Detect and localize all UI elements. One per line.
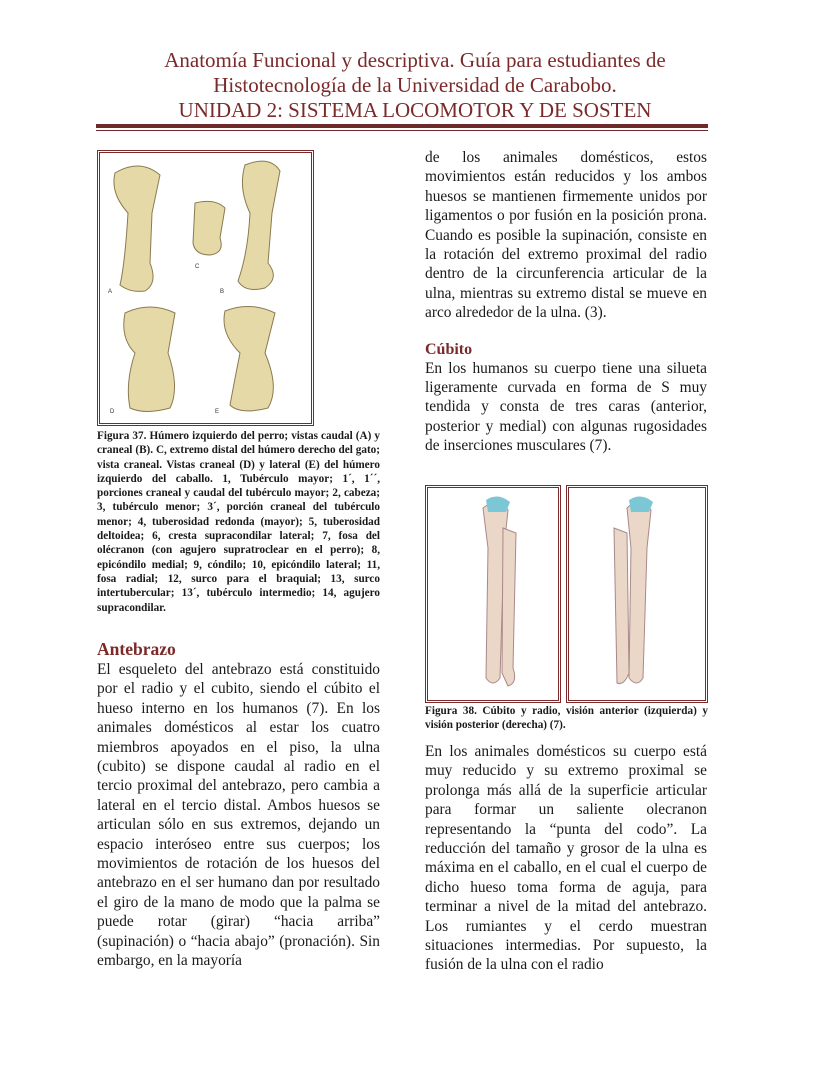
header-line-1: Anatomía Funcional y descriptiva. Guía para estudiantes de — [164, 48, 666, 72]
header-rule-thin — [96, 130, 708, 131]
figure-37-caption: Figura 37. Húmero izquierdo del perro; vistas caudal (A) y craneal (B). C, extremo distal del húmero derecho del gato; vista craneal. Vistas craneal (D) y lateral (E) del húmero izquierdo del caballo. 1, Tubérculo mayor; 1´, 1´´, porciones craneal y caudal del tubérculo mayor; 2, cabeza; 3, tubérculo menor; 3´, porción craneal del tubérculo menor; 4, tuberosidad redonda (mayor); 5, tuberosidad deltoidea; 6, cresta supracondilar lateral; 7, fosa del olécranon (con agujero supratroclear en el perro); 8, epicóndilo medial; 9, cóndilo; 10, epicóndilo lateral; 11, fosa radial; 12, surco para el braquial; 13, surco intertubercular; 13´, tubérculo intermedio; 14, agujero supracondilar. — [97, 430, 380, 614]
antebrazo-paragraph: El esqueleto del antebrazo está constituido por el radio y el cubito, siendo el cúbito el hueso interno en los humanos (7). En los animales domésticos al estar los cuatro miembros apoyados en el piso, la ulna (cubito) se dispone caudal al radio en el tercio proximal del antebrazo, pero cambia a lateral en el tercio distal. Ambos huesos se articulan sólo en sus extremos, dejando un espacio interóseo entre sus cuerpos; los movimientos de rotación de los huesos del antebrazo en el ser humano dan por resultado el giro de la mano de modo que la palma se puede rotar (girar) “hacia arriba” (supinación) o “hacia abajo” (pronación). Sin embargo, en la mayoría — [97, 661, 380, 970]
svg-text:C: C — [195, 264, 200, 270]
header-line-3: UNIDAD 2: SISTEMA LOCOMOTOR Y DE SOSTEN — [178, 98, 652, 122]
header-line-2: Histotecnología de la Universidad de Carabobo. — [213, 73, 617, 97]
svg-text:E: E — [215, 409, 220, 415]
figure-38-caption: Figura 38. Cúbito y radio, visión anterior (izquierda) y visión posterior (derecha) (7). — [425, 705, 708, 732]
figure-37-humerus-image — [97, 150, 314, 426]
cubito-paragraph: En los humanos su cuerpo tiene una silueta ligeramente curvada en forma de S muy tendida y consta de tres caras (anterior, posterior y medial) con algunas rugosidades de inserciones musculares (7). — [425, 359, 707, 455]
figure-38-anterior-image — [425, 485, 561, 703]
page-header — [90, 48, 740, 123]
figure-38-posterior-image — [566, 485, 708, 703]
section-title-antebrazo: Antebrazo — [97, 639, 176, 659]
section-title-cubito: Cúbito — [425, 340, 473, 358]
svg-text:B: B — [220, 289, 225, 295]
final-paragraph: En los animales domésticos su cuerpo está muy reducido y su extremo proximal se prolonga más allá de la superficie articular para formar un saliente olecranon representando la “punta del codo”. La reducción del tamaño y grosor de la ulna es máxima en el caballo, en el cual el cuerpo de dicho hueso toma forma de aguja, para terminar a nivel de la mitad del antebrazo. Los rumiantes y el cerdo muestran situaciones intermedias. Por supuesto, la fusión de la ulna con el radio — [425, 743, 707, 974]
svg-text:A: A — [108, 289, 113, 295]
antebrazo-section — [97, 638, 380, 971]
continuation-paragraph: de los animales domésticos, estos movimientos están reducidos y los ambos huesos se mantienen firmemente unidos por ligamentos o por fusión en la posición prona. Cuando es posible la supinación, consiste en la rotación del extremo proximal del radio dentro de la circunferencia articular de la ulna, mientras su extremo distal se mueve en arco alrededor de la ulna. (3). — [425, 149, 707, 322]
header-rule — [96, 124, 708, 128]
svg-text:D: D — [110, 409, 115, 415]
right-column — [425, 148, 707, 456]
